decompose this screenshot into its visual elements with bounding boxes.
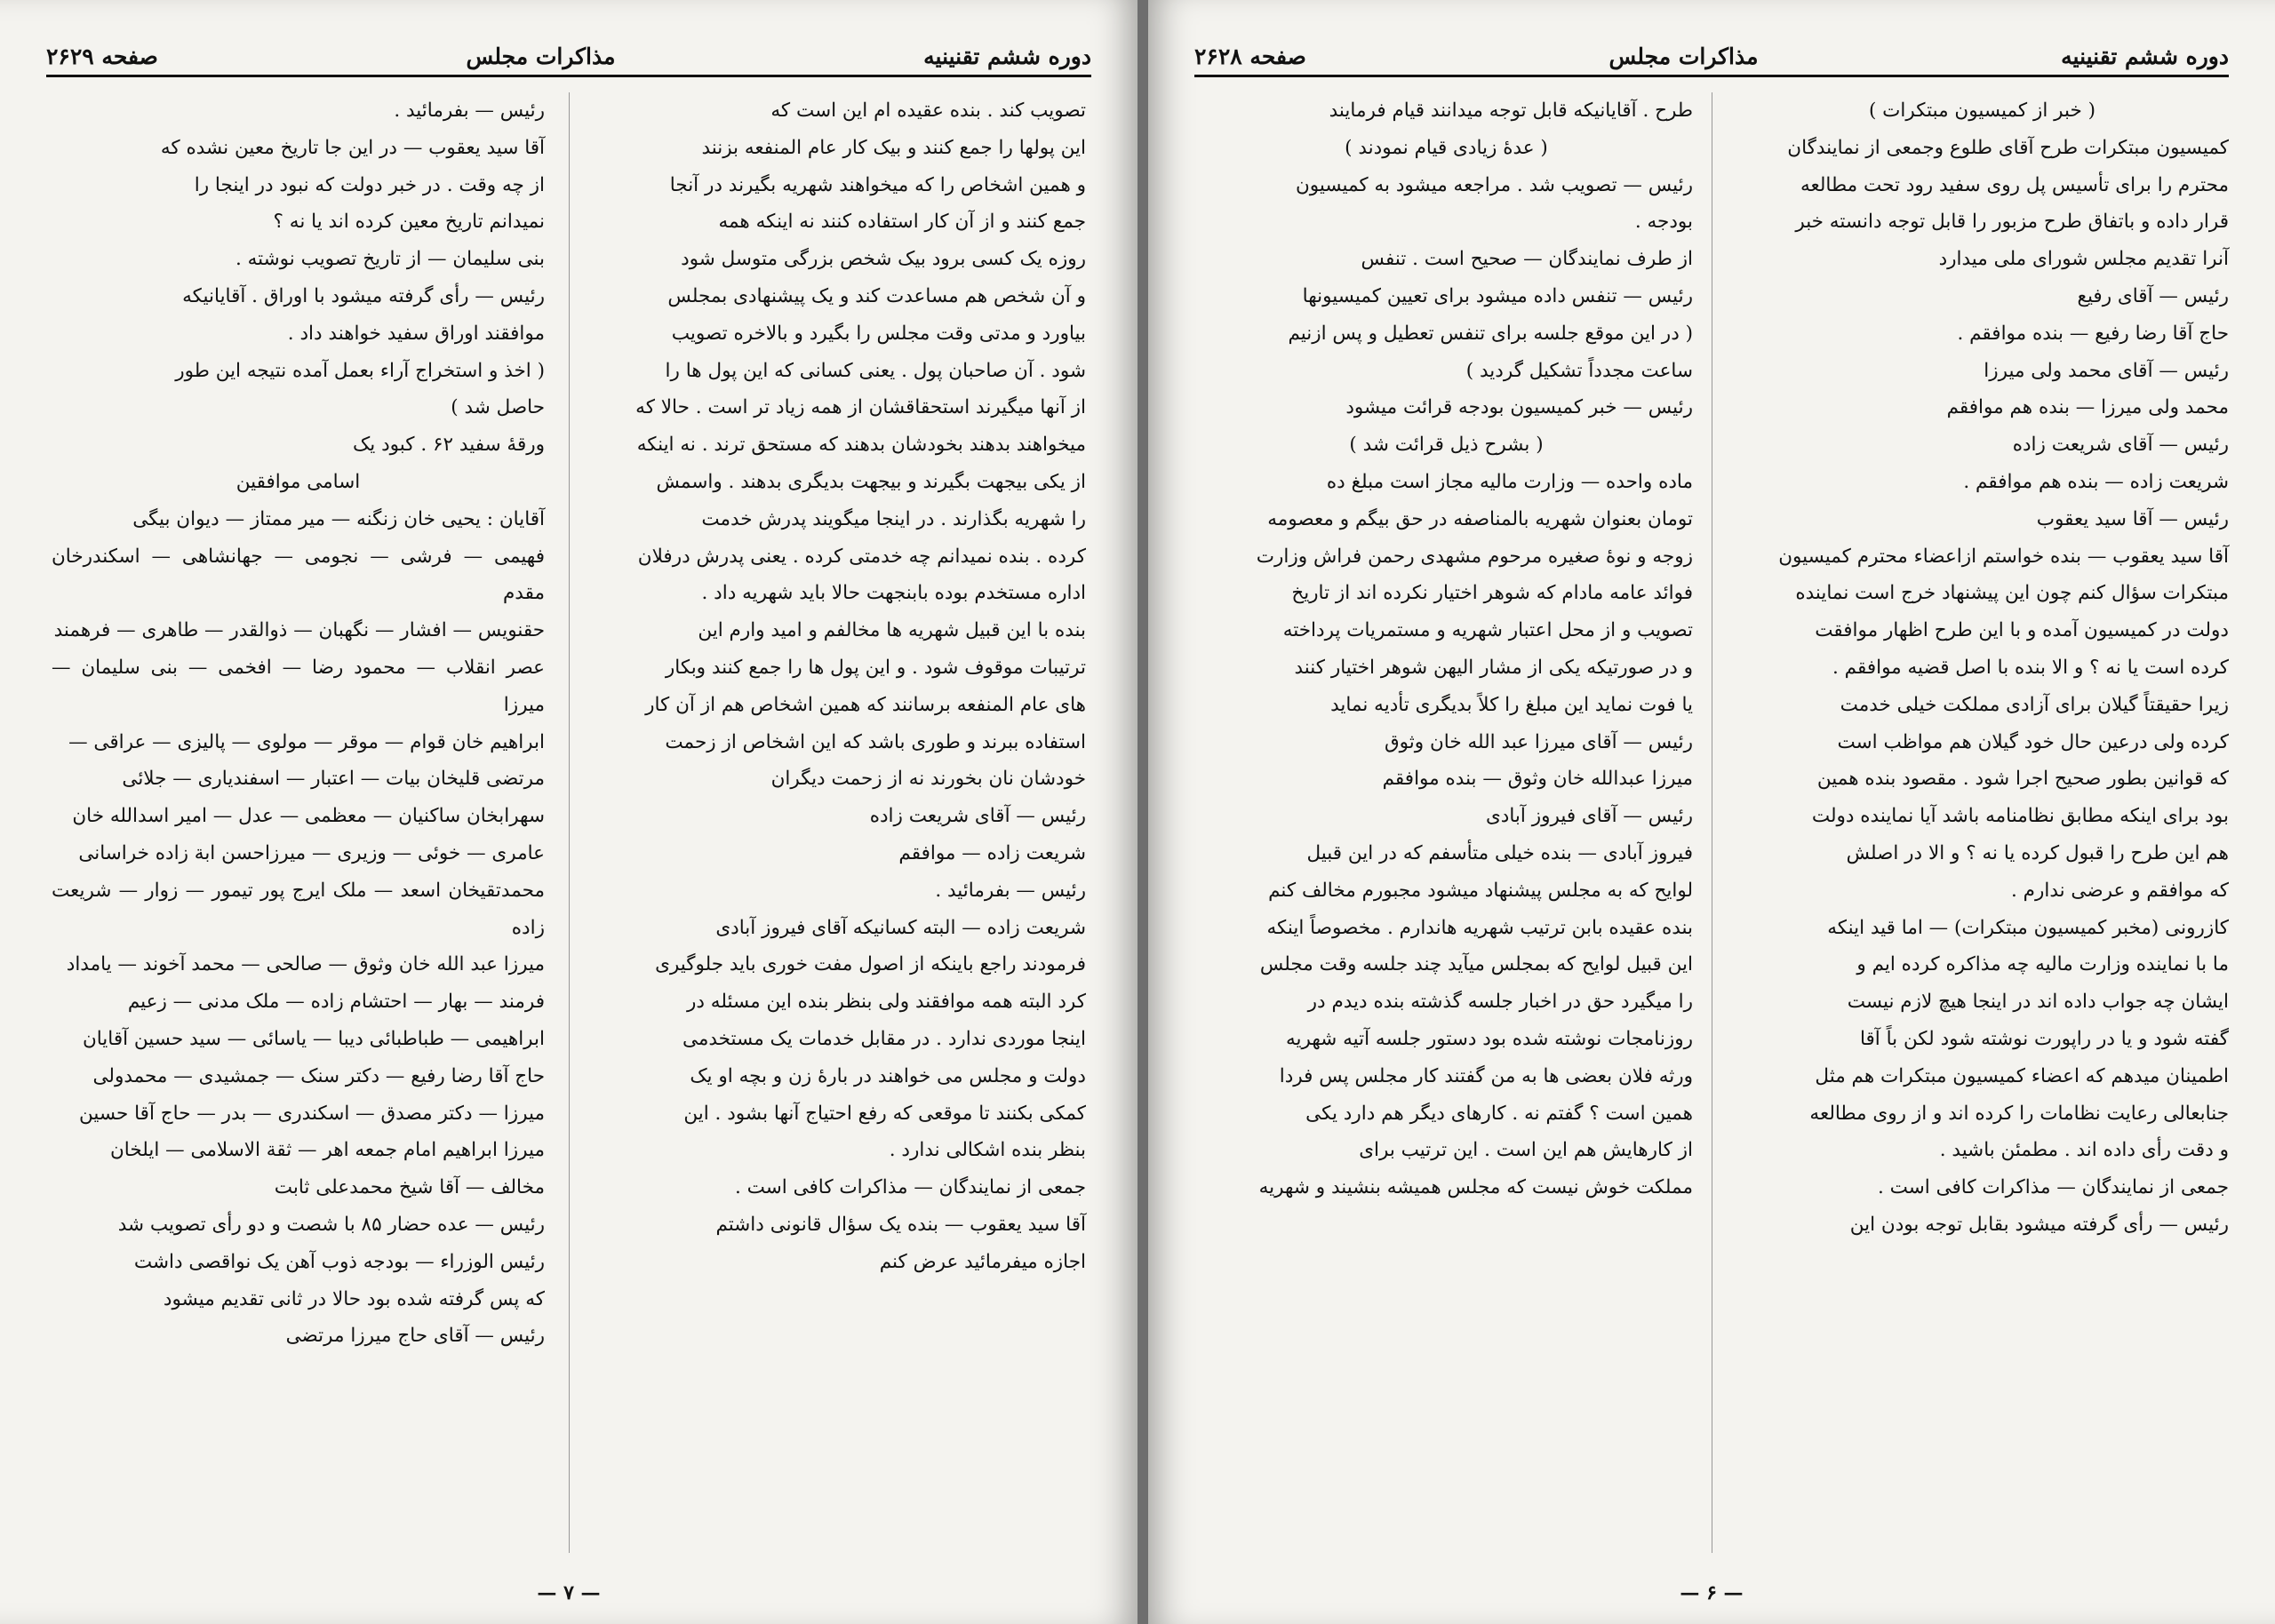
text-line: شود . آن صاحبان پول . یعنی کسانی که این پول ها را <box>665 359 1086 382</box>
text-line: کرده است یا نه ؟ و الا بنده با اصل قضیه موافقم . <box>1832 656 2229 679</box>
header-session: دوره ششم تقنینیه <box>2061 44 2229 69</box>
text-line: ابراهیمی — طباطبائی دیبا — یاسائی — سید حسین آقایان <box>82 1027 545 1050</box>
text-line: یا فوت نماید این مبلغ را کلاً بدیگری تأدیه نماید <box>1330 693 1693 716</box>
text-line: رئیس — آقای حاج میرزا مرتضی <box>285 1325 545 1348</box>
text-line: از طرف نمایندگان — صحیح است . تنفس <box>1361 248 1693 271</box>
text-line: ( عدهٔ زیادی قیام نمودند ) <box>1345 136 1548 159</box>
text-line: کرده ولی درعین حال خود گیلان هم مواظب است <box>1837 730 2229 753</box>
text-line: و آن شخص هم مساعدت کند و یک پیشنهادی بمجلس <box>667 284 1086 307</box>
header-session: دوره ششم تقنینیه <box>923 44 1091 69</box>
text-line: خودشان نان بخورند نه از زحمت دیگران <box>770 768 1086 791</box>
text-line: رئیس — عده حضار ۸۵ با شصت و دو رأی تصویب شد <box>117 1213 545 1236</box>
text-line: میخواهند بدهند بخودشان بدهند که مستحق ترند . نه اینکه <box>636 434 1086 457</box>
text-line: که پس گرفته شده بود حالا در ثانی تقدیم میشود <box>163 1287 545 1310</box>
text-line: زیرا حقیقتاً گیلان برای آزادی مملکت خیلی خدمت <box>1840 693 2229 716</box>
text-line: ( اخذ و استخراج آراء بعمل آمده نتیجه این طور <box>175 359 545 382</box>
text-line: رئیس — آقای میرزا عبد الله خان وثوق <box>1384 730 1693 753</box>
right-page-right-column <box>1736 92 2229 1244</box>
right-page <box>1148 0 2275 1624</box>
text-line: گفته شود و یا در راپورت نوشته شود لکن باً آقا <box>1859 1027 2229 1050</box>
right-page-left-column <box>1200 92 1693 1206</box>
text-line: آقا سید یعقوب — بنده یک سؤال قانونی داشتم <box>715 1213 1086 1236</box>
text-line: رئیس — آقای فیروز آبادی <box>1485 805 1693 828</box>
text-line: محمد ولی میرزا — بنده هم موافقم <box>1946 396 2229 419</box>
text-line: ترتیبات موقوف شود . و این پول ها را جمع کنند وبکار <box>665 656 1086 679</box>
text-line: عصر انقلاب — محمود رضا — افخمی — بنی سلیمان — میرزا <box>52 656 545 716</box>
text-line: را شهریه بگذارند . در اینجا میگویند پدرش خدمت <box>701 507 1086 530</box>
text-line: و دقت رأی داده اند . مطمئن باشید . <box>1939 1139 2229 1162</box>
text-line: رئیس — خبر کمیسیون بودجه قرائت میشود <box>1345 396 1693 419</box>
text-line: بنی سلیمان — از تاریخ تصویب نوشته . <box>235 248 545 271</box>
text-line: شریعت زاده — بنده هم موافقم . <box>1963 470 2229 493</box>
text-line: رئیس الوزراء — بودجه ذوب آهن یک نواقصی داشت <box>133 1250 545 1273</box>
left-page-right-column <box>593 92 1086 1281</box>
text-line: کرد البته همه موافقند ولی بنظر بنده این مسئله در <box>687 991 1086 1014</box>
text-line: روزه یک کسی برود بیک شخص بزرگی متوسل شود <box>681 248 1086 271</box>
text-line: رئیس — بفرمائید . <box>935 879 1086 902</box>
text-line: مبتکرات سؤال کنم چون این پیشنهاد خرج است نماینده <box>1795 582 2229 605</box>
header-title: مذاکرات مجلس <box>466 44 616 69</box>
text-line: اسامی موافقین <box>235 470 361 493</box>
text-line: آقایان : یحیی خان زنگنه — میر ممتاز — دیوان بیگی <box>132 507 545 530</box>
text-line: زوجه و نوهٔ صغیره مرحوم مشهدی رحمن فراش وزارت <box>1256 545 1693 568</box>
text-line: فرمند — بهار — احتشام زاده — ملک مدنی — زعیم <box>127 991 545 1014</box>
text-line: جمعی از نمایندگان — مذاکرات کافی است . <box>734 1176 1086 1199</box>
text-line: جمع کنند و از آن کار استفاده کنند نه اینکه همه <box>718 211 1086 234</box>
text-line: رئیس — رأی گرفته میشود بقابل توجه بودن این <box>1849 1213 2229 1236</box>
text-line: ما با نماینده وزارت مالیه چه مذاکره کرده ایم و <box>1856 953 2229 976</box>
text-line: رئیس — آقای رفیع <box>2077 284 2229 307</box>
text-line: تومان بعنوان شهریه بالمناصفه در حق بیگم و معصومه <box>1267 507 1693 530</box>
text-line: دولت در کمیسیون آمده و با این طرح اظهار موافقت <box>1815 619 2229 642</box>
text-line: ( بشرح ذیل قرائت شد ) <box>1349 434 1544 457</box>
text-line: اداره مستخدم بوده بابنجهت حالا باید شهریه داد . <box>701 582 1086 605</box>
text-line: موافقند اوراق سفید خواهند داد . <box>287 322 545 345</box>
text-line: حاج آقا رضا رفیع — دکتر سنک — جمشیدی — محمدولی <box>92 1064 545 1087</box>
text-line: ابراهیم خان قوام — موقر — مولوی — پالیزی — عراقی — <box>68 730 545 753</box>
text-line: اجازه میفرمائید عرض کنم <box>879 1250 1086 1273</box>
text-line: اطمینان میدهم که اعضاء کمیسیون مبتکرات هم مثل <box>1815 1064 2229 1087</box>
text-line: اینجا موردی ندارد . در مقابل خدمات یک مستخدمی <box>682 1027 1086 1050</box>
text-line: ماده واحده — وزارت مالیه مجاز است مبلغ ده <box>1326 470 1693 493</box>
text-line: استفاده ببرند و طوری باشد که این اشخاص از زحمت <box>665 730 1086 753</box>
text-line: تصویب و از محل اعتبار شهریه و مستمریات پرداخته <box>1282 619 1693 642</box>
text-line: کرده . بنده نمیدانم چه خدمتی کرده . یعنی پدرش درفلان <box>637 545 1086 568</box>
text-line: بودجه . <box>1634 211 1693 234</box>
text-line: آقا سید یعقوب — بنده خواستم ازاعضاء محترم کمیسیون <box>1778 545 2229 568</box>
text-line: ایشان چه جواب داده اند در اینجا هیچ لازم نیست <box>1847 991 2229 1014</box>
text-line: محترم را برای تأسیس پل روی سفید رود تحت مطالعه <box>1800 173 2229 196</box>
text-line: رئیس — آقای شریعت زاده <box>869 805 1086 828</box>
text-line: رئیس — آقای شریعت زاده <box>2012 434 2229 457</box>
header-title: مذاکرات مجلس <box>1608 44 1759 69</box>
text-line: میرزا عبد الله خان وثوق — صالحی — محمد آخوند — یامداد <box>66 953 545 976</box>
left-page-header <box>46 32 1091 77</box>
text-line: لوایح که به مجلس پیشنهاد میشود مجبورم مخالف کنم <box>1268 879 1693 902</box>
text-line: رئیس — تصویب شد . مراجعه میشود به کمیسیون <box>1295 173 1693 196</box>
text-line: کمکی بکنند تا موقعی که رفع احتیاج آنها بشود . این <box>683 1102 1086 1125</box>
text-line: و در صورتیکه یکی از مشار الیهن شوهر اختیار کنند <box>1294 656 1693 679</box>
text-line: فهیمی — فرشی — نجومی — جهانشاهی — اسکندرخان مقدم <box>52 545 545 605</box>
text-line: رئیس — تنفس داده میشود برای تعیین کمیسیونها <box>1302 284 1693 307</box>
text-line: را میگیرد حق در اخبار جلسه گذشته بنده دیدم در <box>1307 991 1693 1014</box>
text-line: بنظر بنده اشکالی ندارد . <box>889 1139 1086 1162</box>
text-line: سهرابخان ساکنیان — معظمی — عدل — امیر اسدالله خان <box>72 805 545 828</box>
text-line: بنده عقیده بابن ترتیب شهریه هاندارم . مخصوصاً اینکه <box>1266 916 1693 939</box>
text-line: از آنها میگیرند استحقاقشان از همه زیاد تر است . حالا که <box>635 396 1086 419</box>
text-line: رئیس — بفرمائید . <box>394 100 545 122</box>
text-line: شریعت زاده — البته کسانیکه آقای فیروز آبادی <box>715 916 1086 939</box>
page-number: صفحه ۲۶۲۸ <box>1194 44 1306 69</box>
text-line: رئیس — رأی گرفته میشود با اوراق . آقایانیکه <box>182 284 545 307</box>
text-line: ورقهٔ سفید ۶۲ . کبود یک <box>353 434 545 457</box>
text-line: آقا سید یعقوب — در این جا تاریخ معین نشده که <box>160 136 545 159</box>
text-line: میرزا ابراهیم امام جمعه اهر — ثقة الاسلامی — ایلخان <box>110 1139 545 1162</box>
text-line: که قوانین بطور صحیح اجرا شود . مقصود بنده همین <box>1816 768 2229 791</box>
text-line: همین است ؟ گفتم نه . کارهای دیگر هم دارد یکی <box>1305 1102 1693 1125</box>
left-page-left-column <box>52 92 545 1355</box>
text-line: و همین اشخاص را که میخواهند شهریه بگیرند در آنجا <box>669 173 1086 196</box>
text-line: از یکی بیجهت بگیرند و بیجهت بدیگری بدهند . واسمش <box>656 470 1086 493</box>
text-line: ساعت مجدداً تشکیل گردید ) <box>1465 359 1693 382</box>
text-line: ( در این موقع جلسه برای تنفس تعطیل و پس ازنیم <box>1288 322 1693 345</box>
text-line: ( خبر از کمیسیون مبتکرات ) <box>1868 100 2096 122</box>
text-line: محمدتقیخان اسعد — ملک ایرج پور تیمور — زوار — شریعت زاده <box>52 879 545 939</box>
text-line: حاج آقا رضا رفیع — بنده موافقم . <box>1957 322 2229 345</box>
text-line: مخالف — آقا شیخ محمدعلی ثابت <box>274 1176 545 1199</box>
text-line: این پولها را جمع کنند و بیک کار عام المنفعه بزنند <box>701 136 1086 159</box>
text-line: عامری — خوئی — وزیری — میرزاحسن ابة زاده خراسانی <box>78 841 545 864</box>
page-footer: — ۷ — <box>537 1581 601 1604</box>
text-line: تصویب کند . بنده عقیده ام این است که <box>770 100 1086 122</box>
text-line: از کارهایش هم این است . این ترتیب برای <box>1359 1139 1693 1162</box>
text-line: حاصل شد ) <box>451 396 545 419</box>
column-divider <box>569 92 570 1553</box>
text-line: روزنامجات نوشته شده بود دستور جلسه آتیه شهریه <box>1285 1027 1693 1050</box>
text-line: رئیس — آقا سید یعقوب <box>2036 507 2229 530</box>
text-line: قرار داده و باتفاق طرح مزبور را قابل توجه دانسته خبر <box>1795 211 2229 234</box>
text-line: از چه وقت . در خبر دولت که نبود در اینجا را <box>194 173 545 196</box>
text-line: بنده با این قبیل شهریه ها مخالفم و امید وارم این <box>698 619 1086 642</box>
text-line: این قبیل لوایح که بمجلس میآید چند جلسه وقت مجلس <box>1259 953 1693 976</box>
text-line: بود برای اینکه مطابق نظامنامه باشد آیا نماینده دولت <box>1811 805 2229 828</box>
text-line: فوائد عامه مادام که شوهر اختیار نکرده اند از تاریخ <box>1291 582 1693 605</box>
text-line: حقنویس — افشار — نگهبان — ذوالقدر — طاهری — فرهمند <box>53 619 545 642</box>
text-line: آنرا تقدیم مجلس شورای ملی میدارد <box>1938 248 2229 271</box>
text-line: فرمودند راجع باینکه از اصول مفت خوری باید جلوگیری <box>655 953 1086 976</box>
text-line: دولت و مجلس می خواهند در بارهٔ زن و بچه او یک <box>690 1064 1086 1087</box>
text-line: مرتضی قلیخان بیات — اعتبار — اسفندیاری — جلائی <box>122 768 545 791</box>
text-line: بیاورد و مدتی وقت مجلس را بگیرد و بالاخره تصویب <box>671 322 1086 345</box>
text-line: رئیس — آقای محمد ولی میرزا <box>1984 359 2229 382</box>
text-line: جمعی از نمایندگان — مذاکرات کافی است . <box>1877 1176 2229 1199</box>
text-line: میرزا عبدالله خان وثوق — بنده موافقم <box>1382 768 1693 791</box>
page-footer: — ۶ — <box>1680 1581 1744 1604</box>
text-line: هم این طرح را قبول کرده یا نه ؟ و الا در اصلش <box>1846 841 2229 864</box>
text-line: ورثه فلان بعضی ها به من گفتند کار مجلس پس فردا <box>1279 1064 1693 1087</box>
text-line: مملکت خوش نیست که مجلس همیشه بنشیند و شهریه <box>1258 1176 1693 1199</box>
text-line: جنابعالی رعایت نظامات را کرده اند و از روی مطالعه <box>1809 1102 2229 1125</box>
page-number: صفحه ۲۶۲۹ <box>46 44 158 69</box>
text-line: کمیسیون مبتکرات طرح آقای طلوع وجمعی از نمایندگان <box>1787 136 2229 159</box>
text-line: فیروز آبادی — بنده خیلی متأسفم که در این قبیل <box>1306 841 1693 864</box>
text-line: طرح . آقایانیکه قابل توجه میدانند قیام فرمایند <box>1329 100 1693 122</box>
text-line: نمیدانم تاریخ معین کرده اند یا نه ؟ <box>273 211 545 234</box>
text-line: های عام المنفعه برسانند که همین اشخاص هم از آن کار <box>645 693 1086 716</box>
right-page-header <box>1194 32 2229 77</box>
text-line: شریعت زاده — موافقم <box>898 841 1086 864</box>
text-line: میرزا — دکتر مصدق — اسکندری — بدر — حاج آقا حسین <box>78 1102 545 1125</box>
text-line: کازرونی (مخبر کمیسیون مبتکرات) — اما قید اینکه <box>1827 916 2229 939</box>
text-line: که موافقم و عرضی ندارم . <box>2010 879 2229 902</box>
